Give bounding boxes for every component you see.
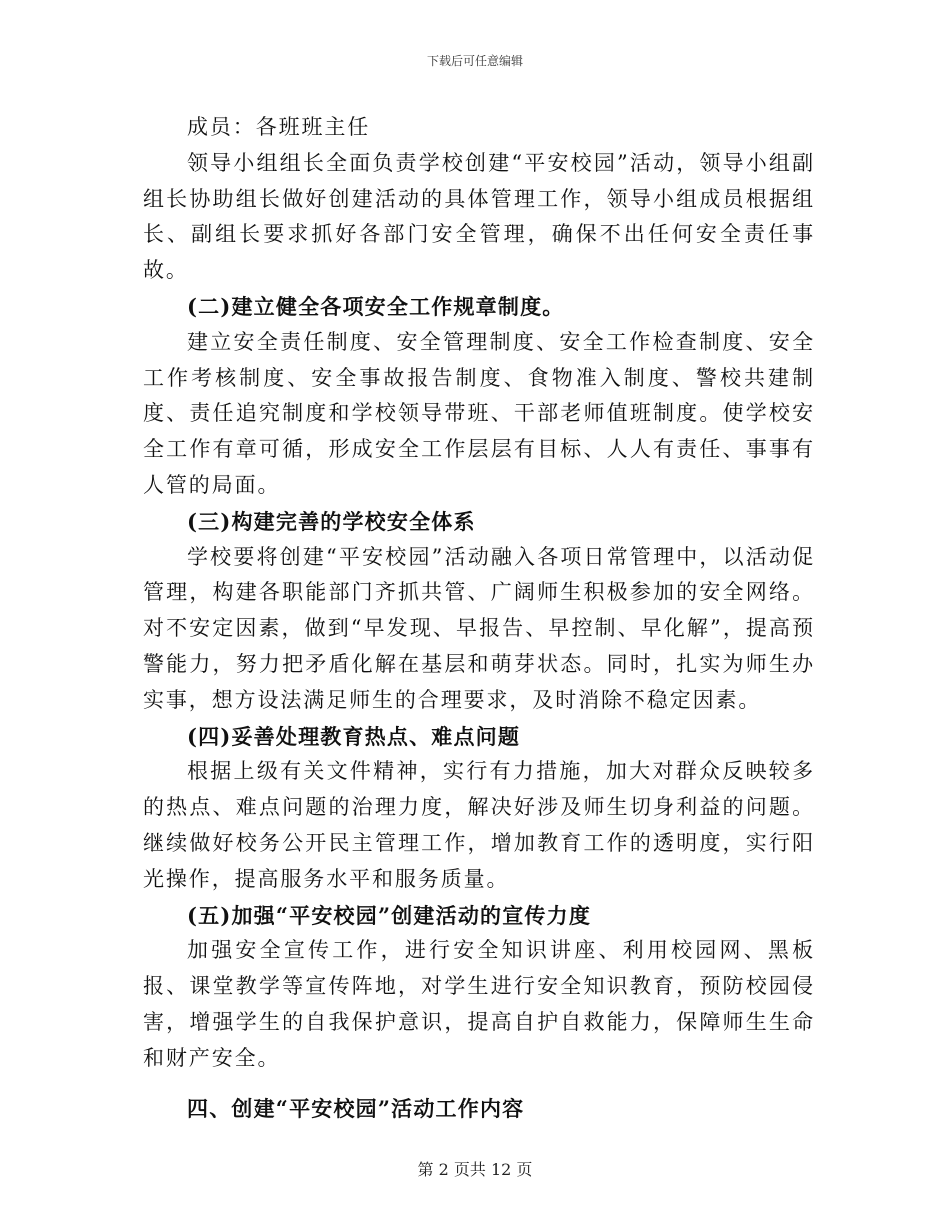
heading-3: (三)构建完善的学校安全体系	[187, 508, 476, 534]
page-header: 下载后可任意编辑	[426, 54, 523, 68]
heading-5: (五)加强“平安校园”创建活动的宣传力度	[187, 902, 592, 928]
document-body	[143, 110, 815, 1126]
heading-2: (二)建立健全各项安全工作规章制度。	[187, 293, 565, 319]
members-line: 成员：各班班主任	[187, 115, 371, 139]
system-paragraph: 学校要将创建“平安校园”活动融入各项日常管理中，以活动促管理，构建各职能部门齐抓共管、广阔师生积极参加的安全网络。对不安定因素，做到“早发现、早报告、早控制、早化解”，提高预警能力，努力把矛盾化解在基层和萌芽状态。同时，扎实为师生办实事，想方设法满足师生的合理要求，及时消除不稳定因素。	[143, 544, 815, 712]
rules-paragraph: 建立安全责任制度、安全管理制度、安全工作检查制度、安全工作考核制度、安全事故报告制度、食物准入制度、警校共建制度、责任追究制度和学校领导带班、干部老师值班制度。使学校安全工作有章可循，形成安全工作层层有目标、人人有责任、事事有人管的局面。	[143, 329, 815, 497]
heading-4: (四)妥善处理教育热点、难点问题	[187, 723, 521, 749]
publicity-paragraph: 加强安全宣传工作，进行安全知识讲座、利用校园网、黑板报、课堂教学等宣传阵地，对学生进行安全知识教育，预防校园侵害，增强学生的自我保护意识，提高自护自救能力，保障师生生命和财产安全。	[143, 938, 815, 1070]
leadership-paragraph: 领导小组组长全面负责学校创建“平安校园”活动，领导小组副组长协助组长做好创建活动的具体管理工作，领导小组成员根据组长、副组长要求抓好各部门安全管理，确保不出任何安全责任事故。	[143, 150, 815, 283]
hotspot-paragraph: 根据上级有关文件精神，实行有力措施，加大对群众反映较多的热点、难点问题的治理力度，解决好涉及师生切身利益的问题。继续做好校务公开民主管理工作，增加教育工作的透明度，实行阳光操作，提高服务水平和服务质量。	[143, 759, 815, 891]
section-4-heading: 四、创建“平安校园”活动工作内容	[187, 1095, 525, 1121]
page-footer: 第 2 页共 12 页	[417, 1160, 533, 1179]
